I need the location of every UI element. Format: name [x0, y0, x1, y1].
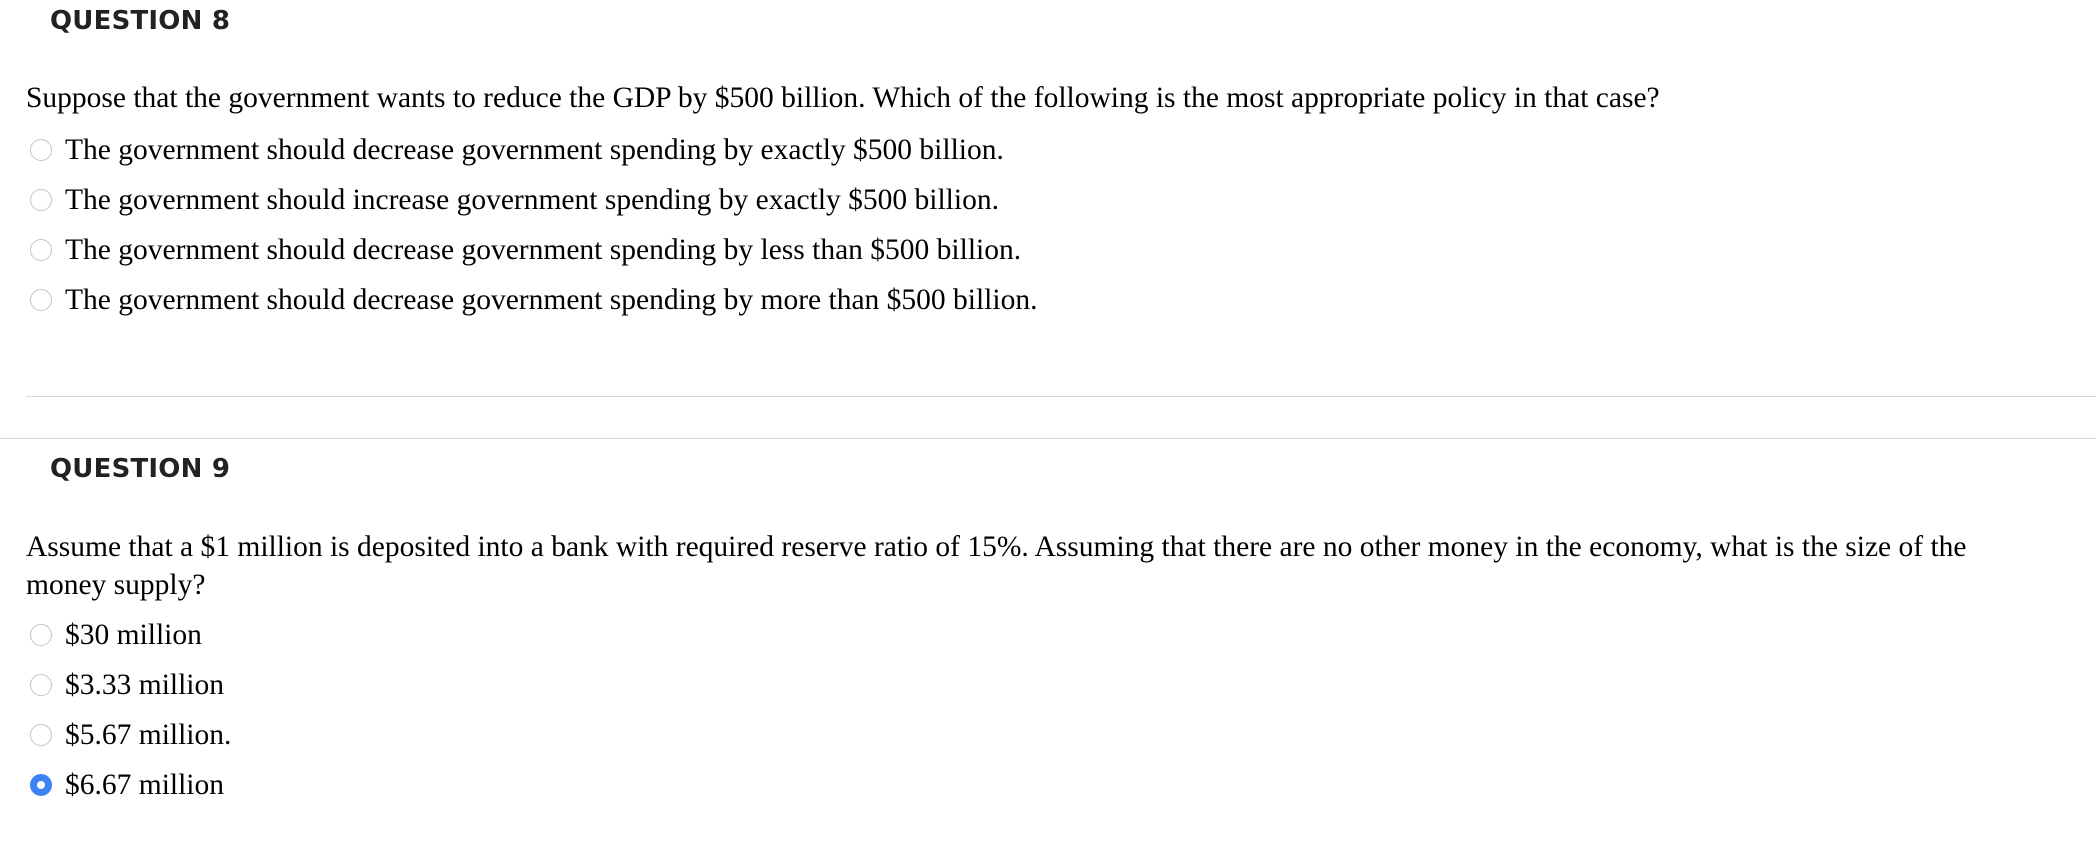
question-8-option-4[interactable]: [30, 275, 1037, 325]
question-8-header: QUESTION 8: [50, 6, 231, 36]
option-label[interactable]: The government should decrease government spending by more than $500 billion.: [65, 283, 1038, 316]
option-label[interactable]: The government should decrease government spending by exactly $500 billion.: [65, 133, 1004, 166]
question-8-option-2[interactable]: [30, 175, 1037, 225]
radio-button[interactable]: [30, 139, 52, 161]
question-9-option-3[interactable]: [30, 710, 231, 760]
radio-button[interactable]: [30, 724, 52, 746]
question-9-option-2[interactable]: [30, 660, 231, 710]
question-8-option-3[interactable]: [30, 225, 1037, 275]
option-label[interactable]: $6.67 million: [65, 768, 224, 801]
question-9-header: QUESTION 9: [50, 454, 231, 484]
option-label[interactable]: The government should increase government spending by exactly $500 billion.: [65, 183, 999, 216]
radio-button[interactable]: [30, 289, 52, 311]
question-9-option-4[interactable]: [30, 760, 231, 810]
radio-button[interactable]: [30, 189, 52, 211]
question-9-text: Assume that a $1 million is deposited into a bank with required reserve ratio of 15%. Assuming that there are no other money in the economy, what is the size of the money supply?: [26, 531, 1967, 601]
question-9-options: [30, 610, 231, 810]
option-label[interactable]: $30 million: [65, 618, 202, 651]
question-8-text: Suppose that the government wants to reduce the GDP by $500 billion. Which of the following is the most appropriate policy in that case?: [26, 82, 1660, 114]
section-divider: [0, 438, 2096, 439]
question-9-option-1[interactable]: [30, 610, 231, 660]
option-label[interactable]: $3.33 million: [65, 668, 224, 701]
question-divider: [26, 396, 2096, 397]
option-label[interactable]: The government should decrease government spending by less than $500 billion.: [65, 233, 1022, 266]
radio-button[interactable]: [30, 239, 52, 261]
question-8-options: [30, 125, 1037, 325]
radio-button[interactable]: [30, 774, 52, 796]
radio-button[interactable]: [30, 624, 52, 646]
option-label[interactable]: $5.67 million.: [65, 718, 232, 751]
radio-button[interactable]: [30, 674, 52, 696]
question-8-option-1[interactable]: [30, 125, 1037, 175]
